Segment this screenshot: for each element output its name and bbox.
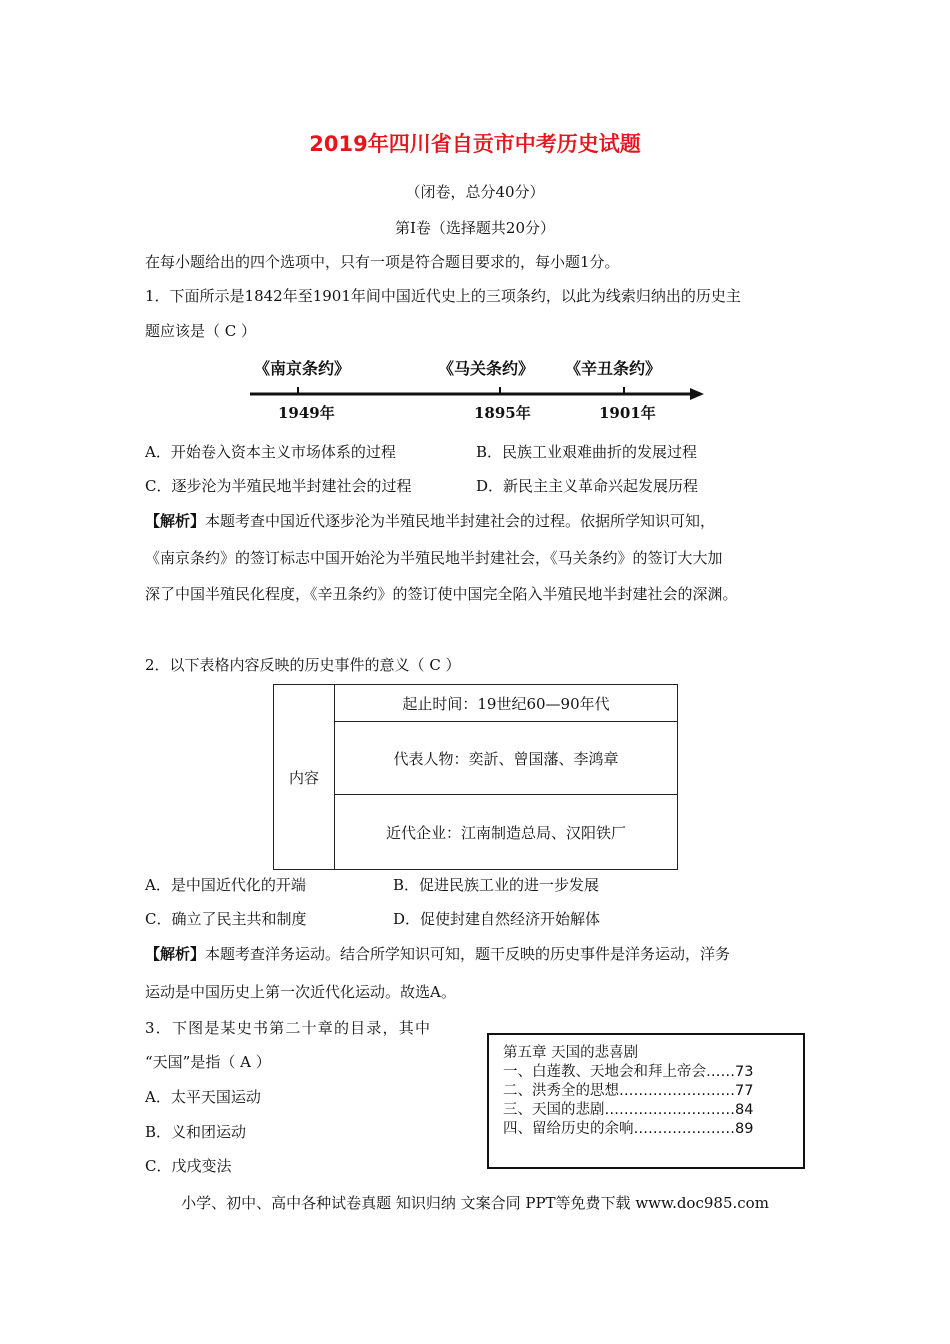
- q1-stem-line1: 1．下面所示是1842年至1901年间中国近代史上的三项条约，以此为线索归纳出的历史主: [145, 287, 741, 305]
- timeline-treaty-maguan: 《马关条约》: [438, 359, 535, 378]
- q1-option-b: B．民族工业艰难曲折的发展过程: [476, 443, 698, 461]
- instruction-text: 在每小题给出的四个选项中，只有一项是符合题目要求的，每小题1分。: [145, 253, 620, 271]
- q3-option-a: A．太平天国运动: [145, 1088, 261, 1106]
- part-title: 第Ⅰ卷（选择题共20分）: [394, 219, 555, 237]
- toc-item: 一、白莲教、天地会和拜上帝会……73: [503, 1064, 754, 1080]
- q1-option-c: C．逐步沦为半殖民地半封建社会的过程: [145, 477, 412, 495]
- page-footer: 小学、初中、高中各种试卷真题 知识归纳 文案合同 PPT等免费下载 www.doc985.com: [181, 1194, 769, 1212]
- page-title: 2019年四川省自贡市中考历史试题: [309, 132, 641, 156]
- q1-stem-line2: 题应该是（ C ）: [145, 322, 257, 340]
- q3-option-b: B．义和团运动: [145, 1123, 247, 1141]
- timeline-year-3: 1901年: [599, 404, 656, 422]
- toc-heading: 第五章 天国的悲喜剧: [503, 1045, 639, 1061]
- q1-analysis-line2: 《南京条约》的签订标志中国开始沦为半殖民地半封建社会，《马关条约》的签订大大加: [145, 549, 723, 567]
- q2-analysis-text: 本题考查洋务运动。结合所学知识可知，题干反映的历史事件是洋务运动，洋务: [205, 945, 731, 963]
- q1-analysis-line1: [145, 511, 715, 531]
- table-cell-figures: 代表人物：奕訢、曾国藩、李鸿章: [335, 722, 678, 795]
- q3-stem-line1: 3．下图是某史书第二十章的目录，其中: [145, 1019, 432, 1037]
- q2-analysis-line1: [145, 944, 730, 964]
- q2-option-d: D．促使封建自然经济开始解体: [393, 910, 601, 928]
- toc-item: 四、留给历史的余响…………………89: [503, 1121, 754, 1137]
- timeline-year-2: 1895年: [474, 404, 531, 422]
- q3-stem-line2: “天国”是指（ A ）: [145, 1053, 271, 1071]
- q3-option-c: C．戊戌变法: [145, 1157, 232, 1175]
- timeline-treaty-xinchou: 《辛丑条约》: [565, 359, 662, 378]
- q1-option-d: D．新民主主义革命兴起发展历程: [476, 477, 699, 495]
- timeline-year-1: 1949年: [278, 404, 335, 422]
- analysis-tag: 【解析】: [145, 945, 206, 963]
- q2-option-c: C．确立了民主共和制度: [145, 910, 307, 928]
- toc-item: 二、洪秀全的思想……………………77: [503, 1083, 754, 1099]
- q1-analysis-line3: 深了中国半殖民化程度，《辛丑条约》的签订使中国完全陷入半殖民地半封建社会的深渊。: [145, 585, 738, 603]
- q2-stem: 2．以下表格内容反映的历史事件的意义（ C ）: [145, 656, 461, 674]
- analysis-tag: 【解析】: [145, 512, 206, 530]
- table-cell-period: 起止时间：19世纪60—90年代: [335, 685, 678, 722]
- q2-content-table: [273, 684, 678, 870]
- q1-option-a: A．开始卷入资本主义市场体系的过程: [145, 443, 396, 461]
- treaty-timeline: [240, 352, 720, 432]
- timeline-treaty-nanjing: 《南京条约》: [254, 359, 351, 378]
- table-cell-enterprises: 近代企业：江南制造总局、汉阳铁厂: [335, 795, 678, 870]
- q2-option-a: A．是中国近代化的开端: [145, 876, 306, 894]
- q2-analysis-line2: 运动是中国历史上第一次近代化运动。故选A。: [145, 983, 456, 1001]
- toc-item: 三、天国的悲剧………………………84: [503, 1102, 754, 1118]
- timeline-arrow: [240, 384, 710, 404]
- q1-analysis-text: 本题考查中国近代逐步沦为半殖民地半封建社会的过程。依据所学知识可知，: [205, 512, 716, 530]
- exam-note: （闭卷，总分40分）: [405, 183, 545, 201]
- table-of-contents-box: [487, 1033, 805, 1169]
- table-header-cell: 内容: [274, 685, 335, 870]
- q2-option-b: B．促进民族工业的进一步发展: [393, 876, 600, 894]
- timeline-arrowhead: [690, 388, 704, 400]
